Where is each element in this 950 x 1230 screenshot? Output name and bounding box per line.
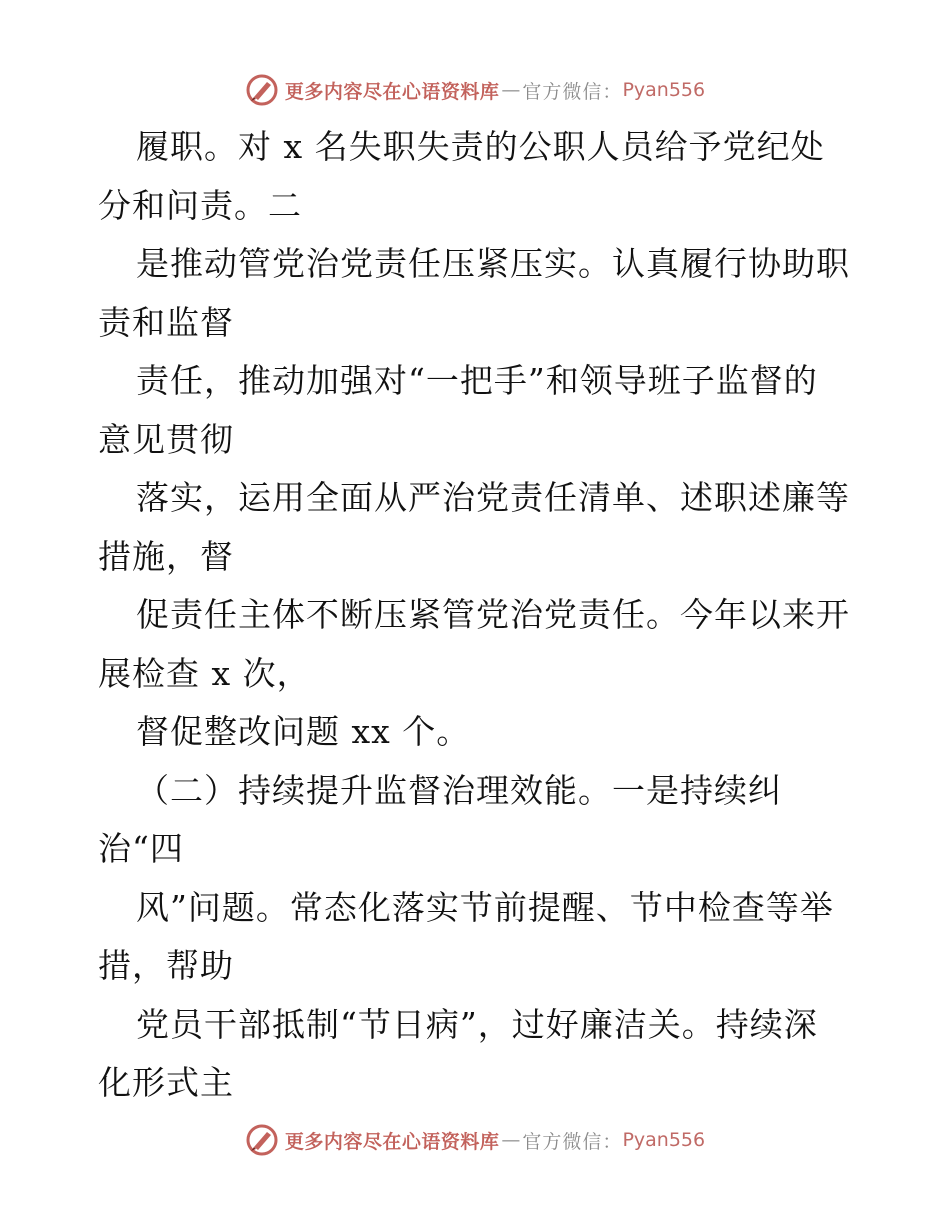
text-line: 是推动管党治党责任压紧压实。认真履行协助职: [136, 244, 850, 283]
text-line: 责和监督: [98, 302, 234, 342]
text-line: 落实，运用全面从严治党责任清单、述职述廉等: [136, 478, 850, 517]
text-line: 展检查 x 次，: [98, 653, 311, 693]
text-line: 风”问题。常态化落实节前提醒、节中检查等举: [136, 887, 834, 927]
text-line: 治“四: [98, 829, 184, 868]
watermark-id: Pyan556: [622, 1129, 706, 1151]
text-line: （二）持续提升监督治理效能。一是持续纠: [136, 770, 782, 810]
text-line: 分和问责。二: [98, 185, 302, 225]
text-line: 责任，推动加强对“一把手”和领导班子监督的: [136, 361, 818, 400]
watermark-text: 更多内容尽在心语资料库: [284, 80, 500, 103]
watermark-label: 官方微信：: [522, 1130, 623, 1153]
header-watermark: [0, 70, 950, 110]
brand-logo-icon: [245, 1123, 279, 1157]
document-body: [98, 118, 858, 1113]
watermark-separator: —: [501, 79, 521, 101]
watermark-text: 更多内容尽在心语资料库: [284, 1130, 500, 1153]
text-line: 化形式主: [98, 1063, 234, 1102]
watermark-id: Pyan556: [622, 79, 706, 101]
text-line: 意见贯彻: [98, 419, 234, 459]
brand-logo-icon: [245, 73, 279, 107]
text-line: 督促整改问题 xx 个。: [136, 712, 471, 751]
text-line: 党员干部抵制“节日病”，过好廉洁关。持续深: [136, 1004, 818, 1044]
footer-watermark: [0, 1120, 950, 1160]
text-line: 促责任主体不断压紧管党治党责任。今年以来开: [136, 595, 850, 634]
watermark-label: 官方微信：: [522, 80, 623, 103]
text-line: 履职。对 x 名失职失责的公职人员给予党纪处: [136, 127, 825, 166]
text-line: 措，帮助: [98, 946, 234, 985]
text-line: 措施，督: [98, 536, 234, 576]
watermark-separator: —: [501, 1129, 521, 1151]
